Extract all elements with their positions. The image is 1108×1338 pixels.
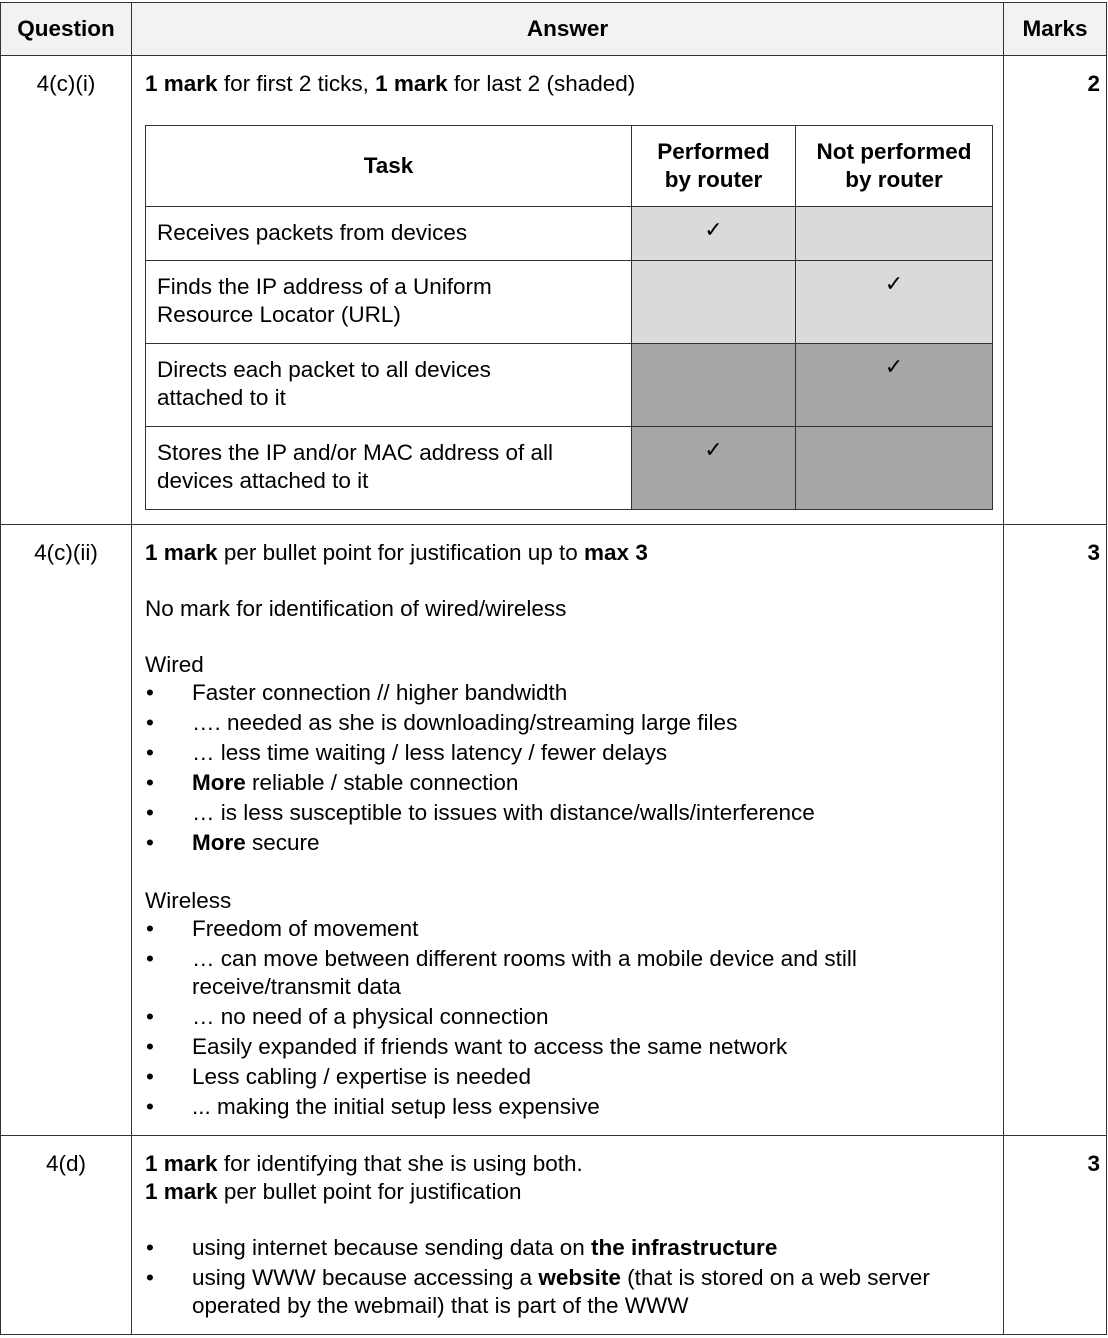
section-heading-wireless: Wireless [145,888,232,913]
list-item: • ... making the initial setup less expensive [145,1093,991,1121]
list-item: • Less cabling / expertise is needed [145,1063,991,1091]
question-header: Question [1,3,132,56]
question-row-4ci [1,56,1107,525]
mark-instruction [145,539,991,567]
performed-header-text: Performed by router [657,139,770,192]
tick-mark [796,207,993,261]
spacer [145,623,991,651]
spacer [145,567,991,595]
question-number: 4(c)(ii) [1,525,132,1136]
task-row [146,207,993,261]
task-text-wrap: Stores the IP and/or MAC address of all devices attached to it [157,440,554,493]
task-text [146,427,632,510]
text: per bullet point for justification up to [217,540,585,565]
answer-cell [132,525,1004,1136]
tick-mark [632,261,796,344]
section-heading-wired: Wired [145,652,204,677]
bold-text: More [192,830,246,855]
text: (that is stored on a web server operated by the webmail) that is part of the WWW [192,1265,930,1318]
text: Faster connection // higher bandwidth [192,680,568,705]
task-row [146,427,993,510]
tick-mark: ✓ [632,427,796,510]
marks-value: 2 [1004,56,1107,525]
text: … is less susceptible to issues with distance/walls/interference [192,800,815,825]
text: for first 2 ticks, [217,71,376,96]
list-item [145,769,991,797]
text: …. needed as she is downloading/streaming large files [192,710,738,735]
bold-text: the infrastructure [591,1235,778,1260]
marks-header: Marks [1004,3,1107,56]
bold-text: More [192,770,246,795]
bold-text: 1 mark [375,71,448,96]
text: … less time waiting / less latency / fewer delays [192,740,668,765]
tick-mark: ✓ [632,207,796,261]
list-item [145,799,991,827]
tick-mark [632,344,796,427]
task-row [146,344,993,427]
mark-instruction [145,70,991,98]
list-item [145,709,991,737]
task-text-wrap: Directs each packet to all devices attached to it [157,357,491,410]
text: secure [245,830,320,855]
bold-text: 1 mark [145,540,218,565]
mark-instruction [145,1178,991,1206]
task-text [146,344,632,427]
wired-bullet-list [145,679,991,857]
header-row [1,3,1107,56]
marks-value: 3 [1004,525,1107,1136]
task-row [146,261,993,344]
answer-header: Answer [132,3,1004,56]
list-item: • Easily expanded if friends want to access the same network [145,1033,991,1061]
list-item [145,829,991,857]
task-header: Task [146,126,632,207]
text: for last 2 (shaded) [447,71,636,96]
task-text: Receives packets from devices [146,207,632,261]
list-item: • Freedom of movement [145,915,991,943]
note-text: No mark for identification of wired/wireless [145,596,567,621]
bold-text: website [538,1265,621,1290]
list-item: • … no need of a physical connection [145,1003,991,1031]
tick-mark: ✓ [796,261,993,344]
inner-header-row [146,126,993,207]
mark-instruction [145,1150,991,1178]
list-item [145,739,991,767]
bold-text: 1 mark [145,1151,218,1176]
mark-scheme-table [0,2,1107,1335]
answer-cell [132,1136,1004,1335]
list-item [145,679,991,707]
text: reliable / stable connection [245,770,519,795]
list-item [145,1234,991,1262]
tick-mark: ✓ [796,344,993,427]
performed-header [632,126,796,207]
text: using WWW because accessing a [192,1265,539,1290]
answer-cell [132,56,1004,525]
question-number: 4(d) [1,1136,132,1335]
justification-bullet-list [145,1234,991,1320]
task-text-wrap: Finds the IP address of a Uniform Resource Locator (URL) [157,274,492,327]
list-item: • … can move between different rooms with a mobile device and still receive/transmit data [145,945,991,1001]
spacer [145,1206,991,1234]
tick-mark [796,427,993,510]
list-item [145,1264,991,1320]
question-row-4cii [1,525,1107,1136]
bold-text: max 3 [584,540,648,565]
not-performed-header-text: Not performed by router [816,139,972,192]
text: for identifying that she is using both. [217,1151,583,1176]
task-text [146,261,632,344]
text: per bullet point for justification [217,1179,522,1204]
spacer [145,859,991,887]
bold-text: 1 mark [145,71,218,96]
not-performed-header [796,126,993,207]
bold-text: 1 mark [145,1179,218,1204]
wireless-bullet-list [145,915,991,1121]
question-number: 4(c)(i) [1,56,132,525]
question-row-4d [1,1136,1107,1335]
router-task-table [145,125,993,510]
marks-value: 3 [1004,1136,1107,1335]
text: using internet because sending data on [192,1235,592,1260]
